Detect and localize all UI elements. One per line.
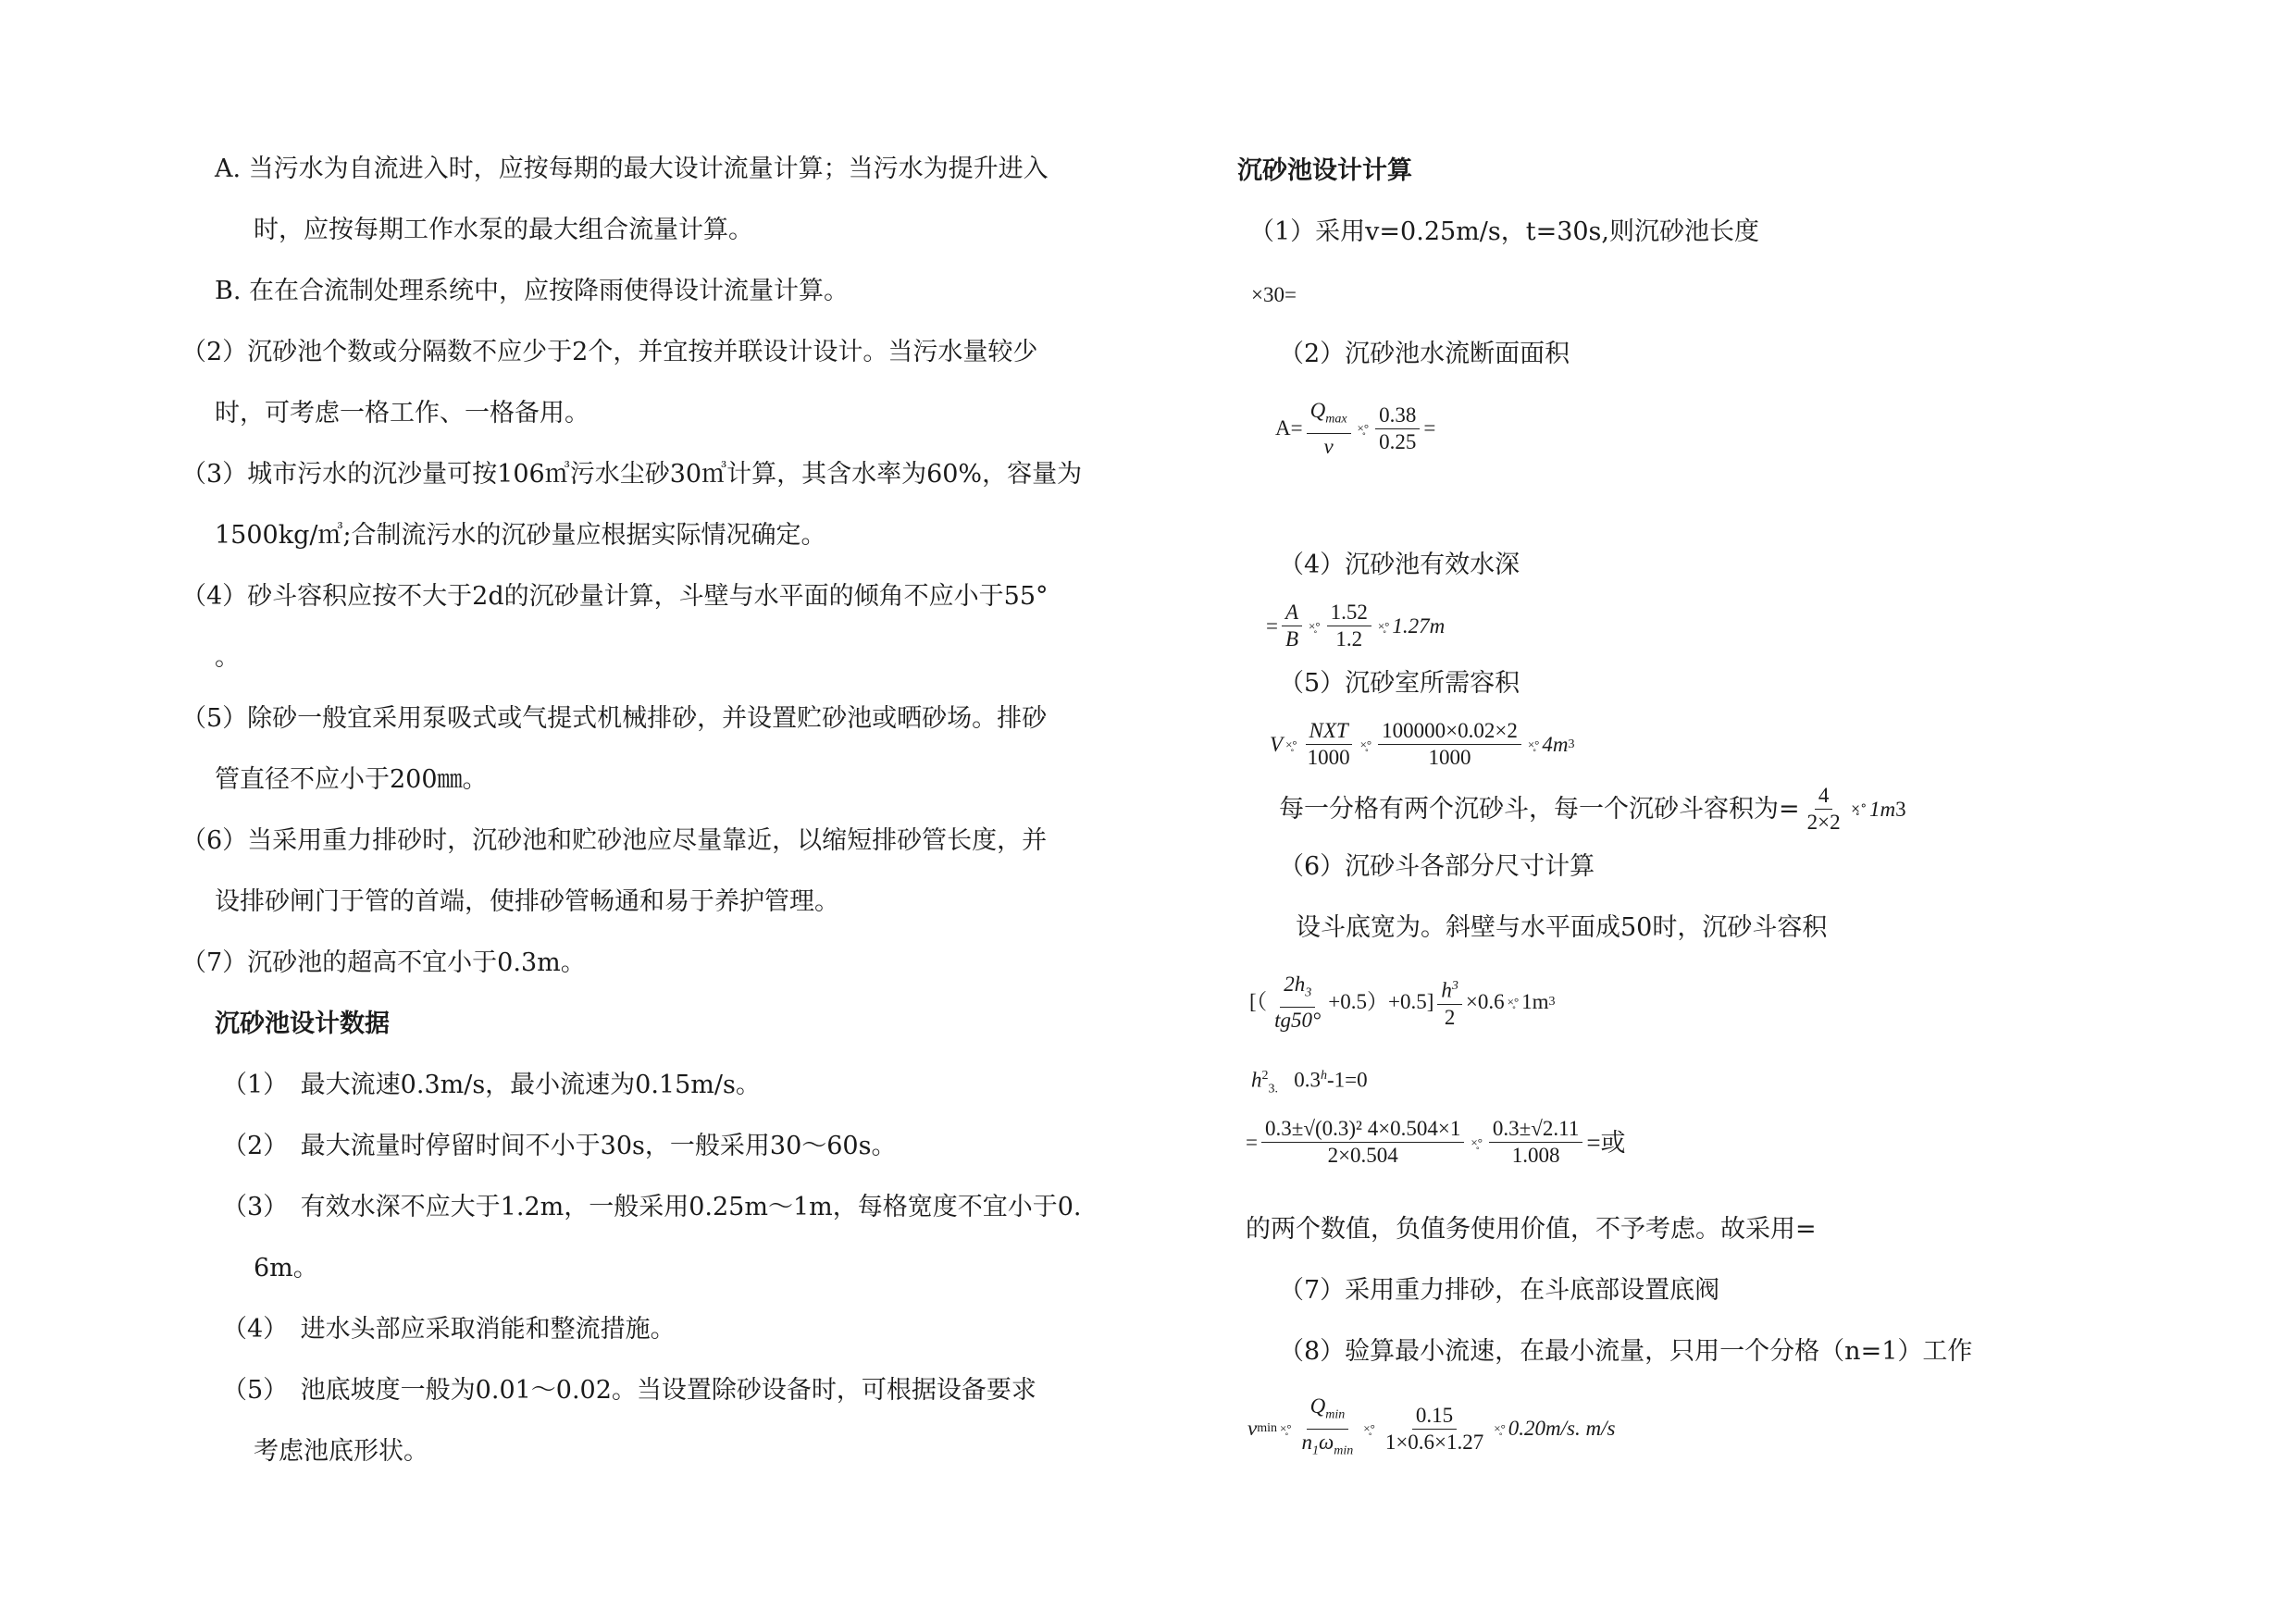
fraction: [1261, 1116, 1464, 1169]
formula-vmin: [1247, 1394, 1615, 1464]
formula-tail: 1m: [1521, 990, 1549, 1014]
formula-tail: 4m: [1542, 732, 1569, 756]
formula-sup: 3: [1548, 995, 1556, 1010]
frac-num: h: [1441, 979, 1452, 1003]
frac-den: 1.2: [1335, 627, 1363, 650]
fraction: [1307, 398, 1351, 460]
frac-den: 0.25: [1379, 429, 1417, 453]
text-line: （4） 进水头部应采取消能和整流措施。: [222, 1315, 676, 1344]
eq-sub: 3.: [1268, 1082, 1278, 1096]
text-line: （7）沉砂池的超高不宜小于0.3m。: [181, 948, 586, 977]
frac-num: 1.52: [1327, 600, 1371, 626]
hopper-line: [1279, 783, 1906, 836]
approx-symbol: ×̥°: [1850, 801, 1868, 816]
approx-symbol: ×̥°: [1527, 737, 1540, 751]
approx-symbol: ×̥°: [1471, 1134, 1483, 1149]
frac-sub: 1: [1312, 1443, 1320, 1458]
text-line: （7）采用重力排砂，在斗底部设置底阀: [1279, 1276, 1720, 1305]
fraction: [1298, 1394, 1358, 1464]
frac-num: A: [1282, 600, 1302, 626]
frac-den: tg50°: [1274, 1008, 1322, 1032]
formula-lhs: V: [1270, 732, 1284, 756]
formula-sup: 3: [1568, 737, 1575, 751]
eq-sup: 2: [1261, 1069, 1269, 1083]
text-line: （2） 最大流量时停留时间不小于30s，一般采用30～60s。: [222, 1132, 897, 1160]
fraction: [1327, 600, 1371, 652]
text-line: （6）沉砂斗各部分尺寸计算: [1279, 852, 1595, 881]
text-line: 6m。: [254, 1254, 318, 1282]
frac-den: 2: [1444, 1006, 1456, 1030]
text-line: 时，可考虑一格工作、一格备用。: [215, 399, 590, 427]
fraction: [1282, 600, 1302, 652]
formula-mid: +0.5）+0.5]: [1328, 990, 1434, 1014]
frac-num: 0.38: [1375, 403, 1420, 429]
formula-volume: [1270, 718, 1574, 771]
text-line: B. 在在合流制处理系统中，应按降雨使得设计流量计算。: [215, 277, 850, 305]
frac-num: 2h: [1284, 973, 1306, 996]
formula-area: [1275, 398, 1435, 460]
text-line: （1） 最大流速0.3m/s，最小流速为0.15m/s。: [222, 1071, 761, 1099]
text-line: 设排砂闸门于管的首端，使排砂管畅通和易于养护管理。: [215, 887, 839, 916]
section-heading: 沉砂池设计数据: [215, 1010, 390, 1038]
formula-hopper: [1249, 972, 1556, 1034]
text-line: （2）沉砂池个数或分隔数不应少于2个，并宜按并联设计设计。当污水量较少: [181, 338, 1038, 366]
text-line: 考虑池底形状。: [254, 1437, 428, 1466]
eq-end: -1=0: [1327, 1068, 1368, 1092]
text-line: （5）除砂一般宜采用泵吸式或气提式机械排砂，并设置贮砂池或晒砂场。排砂: [181, 704, 1048, 733]
fraction: [1804, 783, 1844, 836]
text-line: （3）城市污水的沉沙量可按106㎥污水尘砂30㎥计算，其含水率为60%，容量为: [181, 460, 1083, 489]
formula-equation: [1251, 1060, 1368, 1105]
frac-den: B: [1285, 627, 1299, 650]
approx-symbol: ×̥°: [1309, 618, 1321, 633]
eq-part: 0.3: [1294, 1068, 1321, 1092]
text-line: （4）砂斗容积应按不大于2d的沉砂量计算，斗壁与水平面的倾角不应小于55°: [181, 582, 1049, 611]
frac-num: NXT: [1306, 718, 1352, 745]
frac-den: 2×0.504: [1327, 1144, 1398, 1167]
formula-sub: min: [1257, 1421, 1277, 1436]
frac-sub: max: [1325, 412, 1347, 427]
text-line: 。: [215, 643, 240, 672]
fraction: [1437, 973, 1462, 1031]
text-line: （5）沉砂室所需容积: [1279, 669, 1520, 698]
frac-den: 1.008: [1511, 1144, 1560, 1167]
frac-den: n: [1301, 1430, 1313, 1454]
approx-symbol: ×̥°: [1494, 1421, 1506, 1436]
eq-var: h: [1251, 1068, 1262, 1092]
formula-open: [（: [1249, 990, 1268, 1014]
text-line: 时，应按每期工作水泵的最大组合流量计算。: [254, 216, 753, 244]
frac-sub: min: [1334, 1443, 1354, 1458]
formula-tail: =或: [1586, 1128, 1626, 1157]
approx-symbol: ×̥°: [1280, 1421, 1292, 1436]
section-heading: 沉砂池设计计算: [1237, 156, 1412, 185]
text-line: 每一分格有两个沉砂斗，每一个沉砂斗容积为=: [1279, 794, 1800, 824]
formula: ×30=: [1251, 283, 1297, 306]
approx-symbol: ×̥°: [1285, 737, 1297, 751]
frac-den: v: [1323, 434, 1334, 458]
fraction: [1378, 718, 1521, 771]
formula-lhs: =: [1266, 613, 1278, 638]
frac-num: 0.15: [1412, 1403, 1457, 1430]
formula-tail: 1m: [1869, 797, 1896, 821]
fraction: [1375, 403, 1420, 455]
text-line: （8）验算最小流速，在最小流量，只用一个分格（n=1）工作: [1279, 1337, 1973, 1366]
frac-sub: 3: [1305, 985, 1312, 1000]
frac-den: 1000: [1307, 746, 1350, 769]
frac-num: Q: [1309, 399, 1326, 422]
frac-den: 1×0.6×1.27: [1384, 1430, 1484, 1454]
frac-den: 1000: [1428, 746, 1471, 769]
fraction: [1382, 1403, 1487, 1456]
text-line: 的两个数值，负值务使用价值，不予考虑。故采用=: [1246, 1215, 1817, 1244]
formula-root: [1246, 1116, 1626, 1169]
approx-symbol: ×̥°: [1363, 1421, 1375, 1436]
frac-den: ω: [1319, 1430, 1334, 1454]
formula-part: ×0.6: [1465, 990, 1505, 1014]
formula-tail: =: [1423, 416, 1436, 440]
frac-num: 0.3±√2.11: [1489, 1116, 1582, 1143]
frac-num: 100000×0.02×2: [1378, 718, 1521, 745]
text-line: （4）沉砂池有效水深: [1279, 551, 1520, 579]
formula-tail: 1.27m: [1392, 613, 1446, 638]
text-line: （3） 有效水深不应大于1.2m，一般采用0.25m～1m，每格宽度不宜小于0.: [222, 1193, 1082, 1221]
formula-lhs: =: [1246, 1130, 1258, 1154]
fraction: [1271, 972, 1324, 1034]
text-line: （1）采用v=0.25m/s，t=30s,则沉砂池长度: [1249, 217, 1759, 246]
formula-sup: 3: [1895, 797, 1906, 821]
fraction: [1304, 718, 1354, 771]
text-line: 管直径不应小于200㎜。: [215, 765, 488, 794]
text-line: A. 当污水为自流进入时，应按每期的最大设计流量计算；当污水为提升进入: [215, 155, 1049, 183]
text-line: 设斗底宽为。斜壁与水平面成50时，沉砂斗容积: [1296, 913, 1828, 942]
frac-sub: min: [1325, 1407, 1346, 1422]
text-line: （5） 池底坡度一般为0.01～0.02。当设置除砂设备时，可根据设备要求: [222, 1376, 1036, 1405]
frac-num: 4: [1815, 783, 1833, 810]
approx-symbol: ×̥°: [1377, 618, 1390, 633]
text-line: 1500kg/㎥;合制流污水的沉砂量应根据实际情况确定。: [215, 521, 826, 550]
frac-num: 0.3±√(0.3)² 4×0.504×1: [1261, 1116, 1464, 1143]
formula-lhs: v: [1247, 1417, 1258, 1441]
formula-depth: [1266, 600, 1445, 652]
approx-symbol: ×̥°: [1507, 995, 1520, 1010]
frac-sup: 3: [1451, 979, 1458, 994]
approx-symbol: ×̥°: [1359, 737, 1372, 751]
text-line: （6）当采用重力排砂时，沉砂池和贮砂池应尽量靠近，以缩短排砂管长度，并: [181, 826, 1048, 855]
eq-sup: h: [1321, 1069, 1327, 1083]
frac-den: 2×2: [1806, 811, 1841, 834]
formula-tail: 0.20m/s. m/s: [1508, 1417, 1616, 1441]
text-line: （2）沉砂池水流断面面积: [1279, 340, 1570, 368]
approx-symbol: ×̥°: [1357, 421, 1370, 436]
fraction: [1489, 1116, 1582, 1169]
frac-num: Q: [1309, 1394, 1326, 1418]
formula-lhs: A=: [1275, 416, 1303, 440]
